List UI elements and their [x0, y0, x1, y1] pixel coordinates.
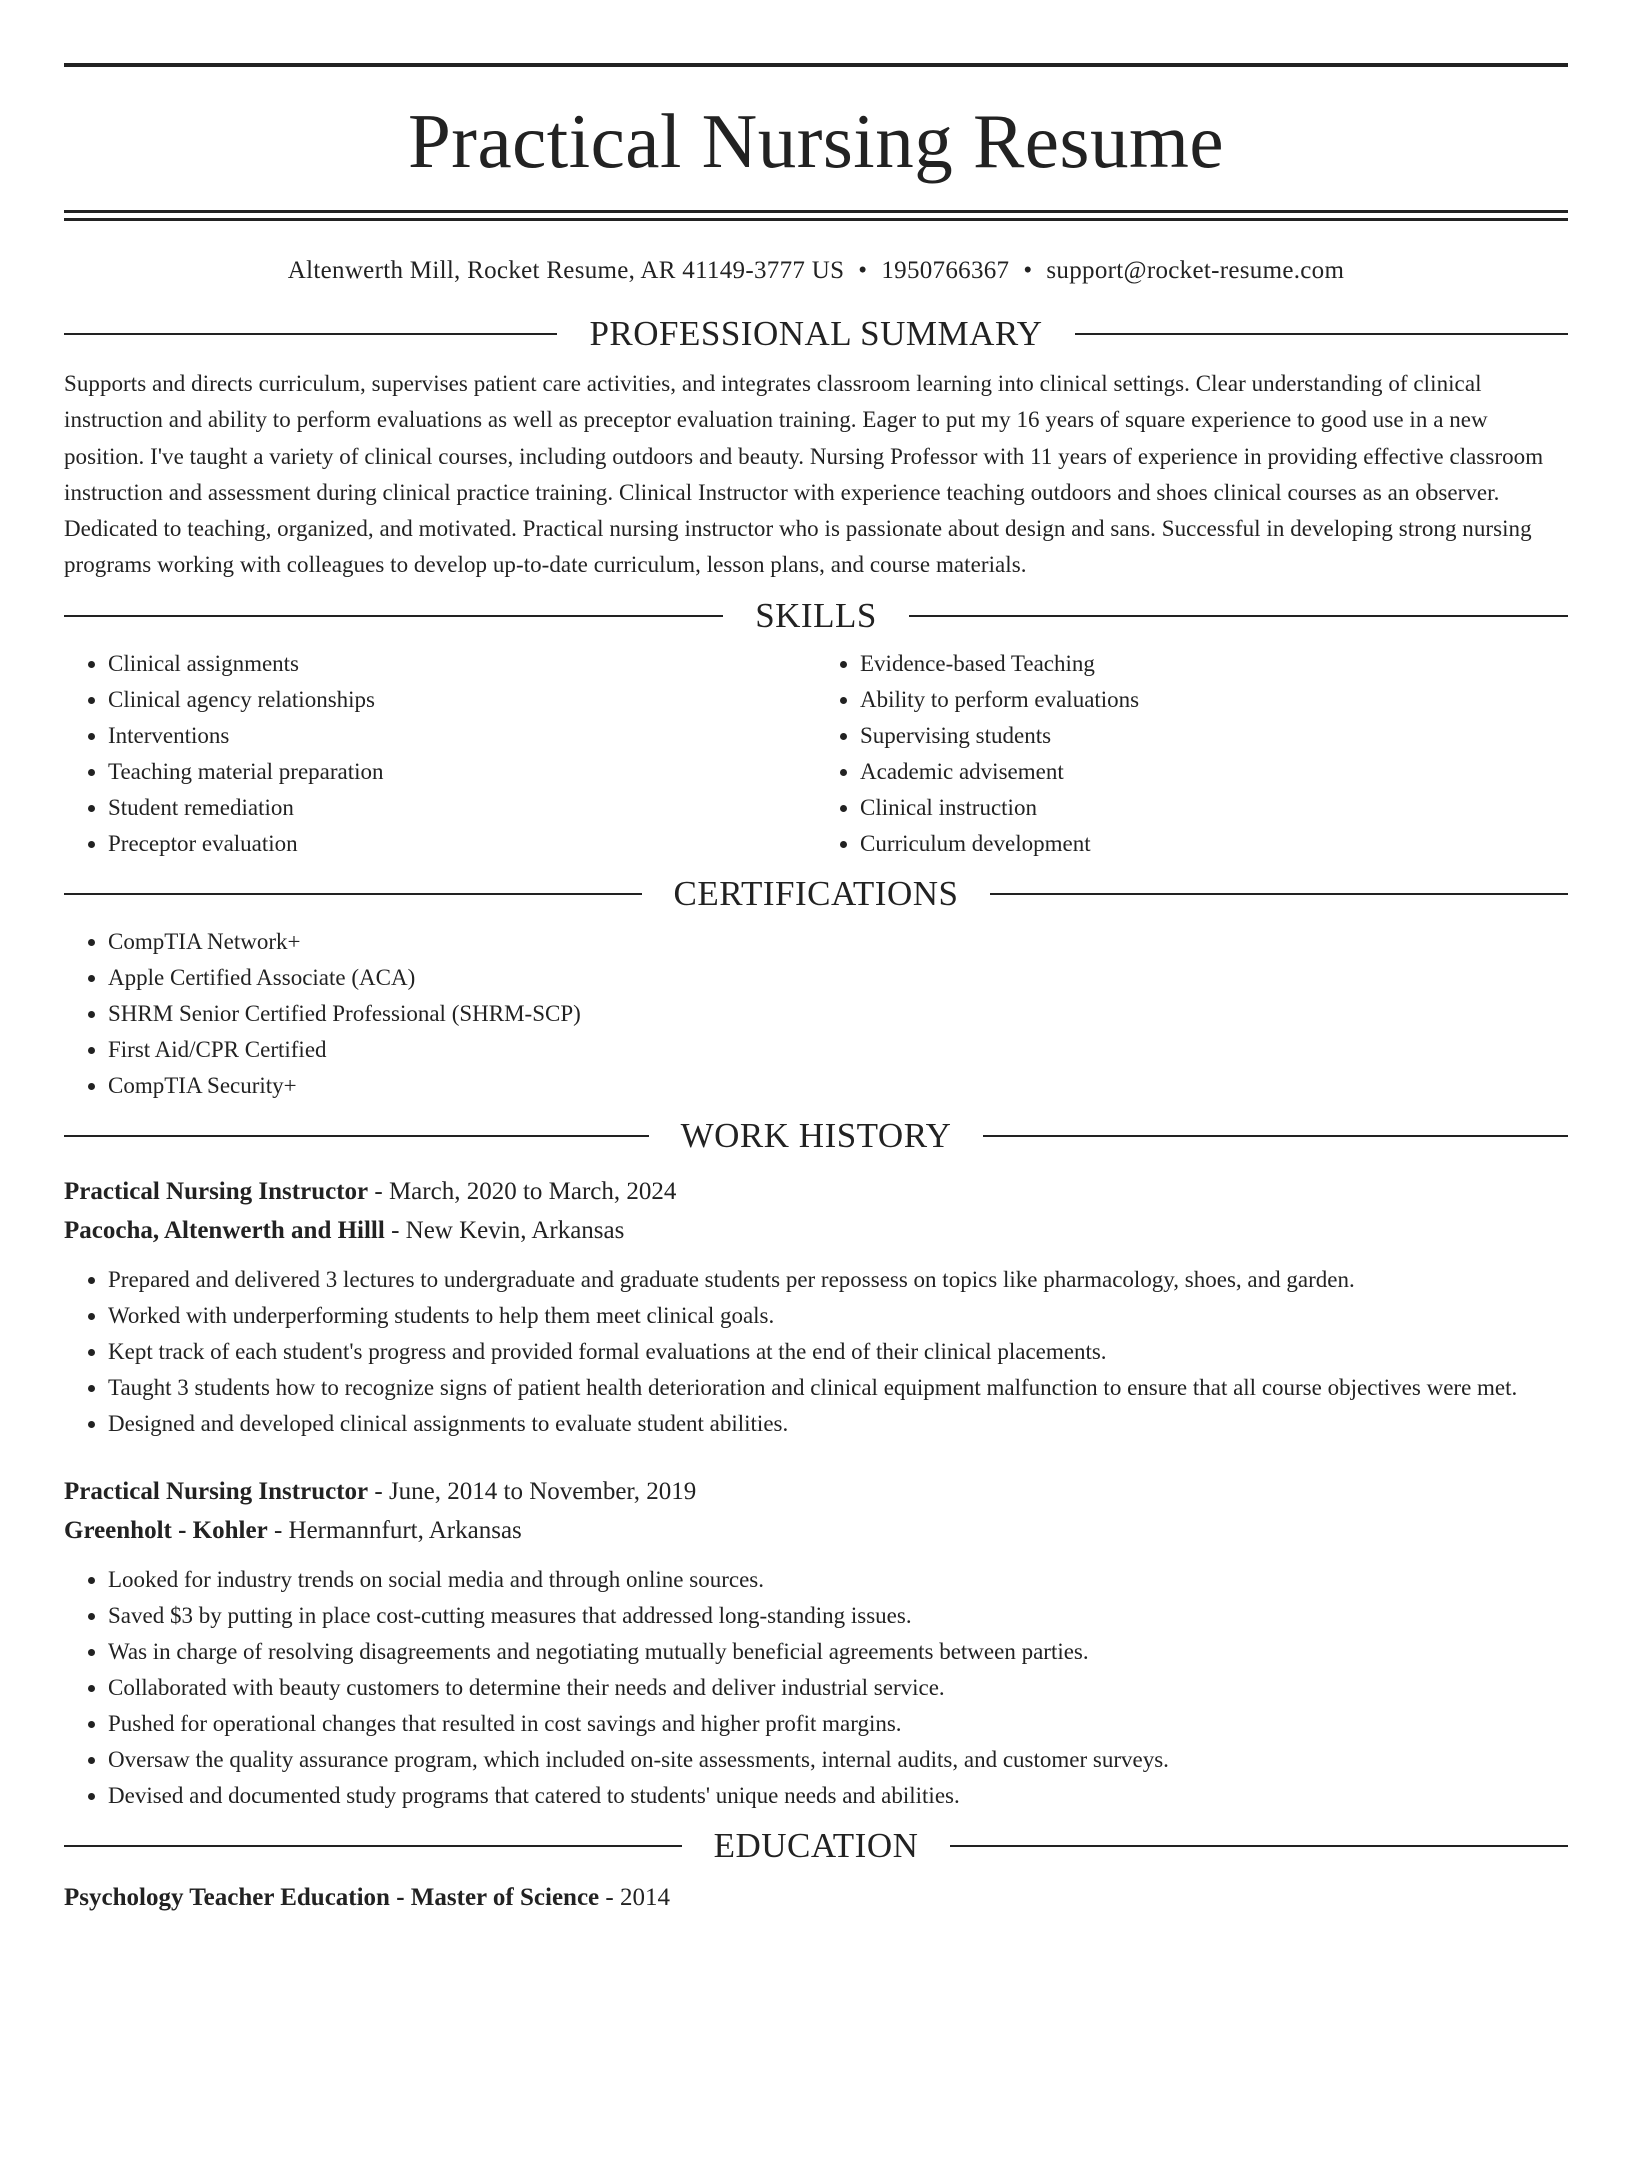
job-bullet: • Designed and developed clinical assignments to evaluate student abilities. [108, 1406, 1568, 1442]
resume-title: Practical Nursing Resume [407, 98, 1225, 184]
skill-item: • Student remediation [108, 790, 816, 826]
job-title: Practical Nursing Instructor [64, 1177, 369, 1205]
job-dates: - June, 2014 to November, 2019 [368, 1477, 697, 1505]
skill-item: • Clinical agency relationships [108, 682, 816, 718]
job-entry [64, 1172, 1568, 1442]
skill-item: • Interventions [108, 718, 816, 754]
skill-item: • Evidence-based Teaching [860, 646, 1568, 682]
job-bullet: • Prepared and delivered 3 lectures to undergraduate and graduate students per repossess on topics like pharmacology, shoes, and garden. [108, 1262, 1568, 1298]
skill-item: • Teaching material preparation [108, 754, 816, 790]
certification-item: • CompTIA Network+ [108, 924, 1568, 960]
education-year: - 2014 [599, 1883, 670, 1911]
job-bullet: • Devised and documented study programs that catered to students' unique needs and abilities. [108, 1778, 1568, 1814]
skills-heading: SKILLS [64, 596, 1568, 636]
title-double-rule [64, 210, 1568, 221]
skill-item: • Curriculum development [860, 826, 1568, 862]
job-bullet: • Kept track of each student's progress and provided formal evaluations at the end of their clinical placements. [108, 1334, 1568, 1370]
skill-item: • Supervising students [860, 718, 1568, 754]
contact-line [64, 257, 1568, 285]
certification-item: • Apple Certified Associate (ACA) [108, 960, 1568, 996]
job-location: - New Kevin, Arkansas [384, 1216, 625, 1244]
contact-separator: • [1023, 257, 1033, 284]
skill-item: • Academic advisement [860, 754, 1568, 790]
job-bullets [64, 1562, 1568, 1814]
certifications-list [64, 924, 1568, 1104]
job-title-line [64, 1172, 1568, 1211]
job-bullet: • Taught 3 students how to recognize signs of patient health deterioration and clinical equipment malfunction to ensure that all course objectives were met. [108, 1370, 1568, 1406]
education-degree: Psychology Teacher Education - Master of Science [64, 1883, 600, 1911]
job-entry [64, 1472, 1568, 1814]
top-rule [64, 63, 1568, 67]
certification-item: • First Aid/CPR Certified [108, 1032, 1568, 1068]
job-bullet: • Looked for industry trends on social media and through online sources. [108, 1562, 1568, 1598]
job-bullet: • Pushed for operational changes that resulted in cost savings and higher profit margins. [108, 1706, 1568, 1742]
job-bullet: • Was in charge of resolving disagreements and negotiating mutually beneficial agreements between parties. [108, 1634, 1568, 1670]
contact-address: Altenwerth Mill, Rocket Resume, AR 41149-3777 US [287, 257, 845, 284]
skills-list-left [64, 646, 816, 862]
certification-item: • CompTIA Security+ [108, 1068, 1568, 1104]
job-location: - Hermannfurt, Arkansas [267, 1516, 522, 1544]
job-dates: - March, 2020 to March, 2024 [368, 1177, 677, 1205]
work-history-heading: WORK HISTORY [64, 1116, 1568, 1156]
skill-item: • Preceptor evaluation [108, 826, 816, 862]
job-bullet: • Collaborated with beauty customers to determine their needs and deliver industrial service. [108, 1670, 1568, 1706]
contact-phone: 1950766367 [881, 257, 1010, 284]
contact-separator: • [858, 257, 868, 284]
certification-item: • SHRM Senior Certified Professional (SHRM-SCP) [108, 996, 1568, 1032]
skill-item: • Clinical instruction [860, 790, 1568, 826]
contact-email: support@rocket-resume.com [1046, 257, 1345, 284]
job-title-line [64, 1472, 1568, 1511]
job-bullet: • Oversaw the quality assurance program, which included on-site assessments, internal audits, and customer surveys. [108, 1742, 1568, 1778]
skills-list-right [816, 646, 1568, 862]
job-company-line [64, 1211, 1568, 1250]
education-entry [64, 1878, 1568, 1917]
resume-page [0, 63, 1632, 2175]
skills-columns [64, 646, 1568, 862]
skill-item: • Clinical assignments [108, 646, 816, 682]
education-heading: EDUCATION [64, 1826, 1568, 1866]
summary-heading: PROFESSIONAL SUMMARY [64, 314, 1568, 354]
job-title: Practical Nursing Instructor [64, 1477, 369, 1505]
job-bullet: • Saved $3 by putting in place cost-cutting measures that addressed long-standing issues. [108, 1598, 1568, 1634]
job-bullets [64, 1262, 1568, 1442]
job-company: Greenholt - Kohler [64, 1516, 268, 1544]
summary-text: Supports and directs curriculum, supervises patient care activities, and integrates classroom learning into clinical settings. Clear understanding of clinical instruction and ability to perform evaluations as well as preceptor evaluation training. Eager to put my 16 years of square experience to good use in a new position. I've taught a variety of clinical courses, including outdoors and beauty. Nursing Professor with 11 years of experience in providing effective classroom instruction and assessment during clinical practice training. Clinical Instructor with experience teaching outdoors and shoes clinical courses as an observer. Dedicated to teaching, organized, and motivated. Practical nursing instructor who is passionate about design and sans. Successful in developing strong nursing programs working with colleagues to develop up-to-date curriculum, lesson plans, and course materials. [64, 371, 1544, 578]
certifications-heading: CERTIFICATIONS [64, 874, 1568, 914]
job-company-line [64, 1511, 1568, 1550]
job-company: Pacocha, Altenwerth and Hilll [64, 1216, 385, 1244]
job-bullet: • Worked with underperforming students to help them meet clinical goals. [108, 1298, 1568, 1334]
skill-item: • Ability to perform evaluations [860, 682, 1568, 718]
